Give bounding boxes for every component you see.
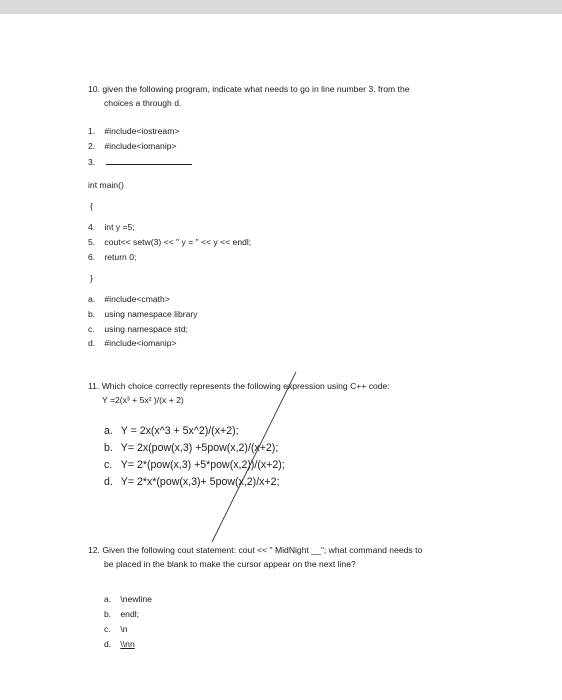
line-number: 3. bbox=[88, 157, 96, 167]
line-number: 5. bbox=[88, 237, 96, 247]
q10-line-1: 10. given the following program, indicate what needs to go in line number 3. from the bbox=[88, 84, 410, 94]
q11-line-1: 11. Which choice correctly represents the following expression using C++ code: bbox=[88, 381, 390, 391]
q10-choice-c bbox=[88, 324, 188, 335]
choice-text: Y = 2x(x^3 + 5x^2)/(x+2); bbox=[120, 425, 239, 437]
choice-text: Y= 2*x*(pow(x,3)+ 5pow(x,2)/x+2; bbox=[120, 476, 280, 488]
q10-choice-d bbox=[88, 338, 177, 349]
choice-text: \newline bbox=[120, 594, 152, 604]
code-text: cout<< setw(3) << " y = " << y << endl; bbox=[104, 237, 252, 247]
choice-letter: c. bbox=[104, 624, 111, 634]
choice-letter: a. bbox=[88, 294, 96, 304]
choice-text: Y= 2x(pow(x,3) +5pow(x,2)/(x+2); bbox=[120, 442, 279, 454]
choice-letter: d. bbox=[104, 639, 112, 649]
close-brace: } bbox=[90, 273, 93, 283]
choice-text: using namespace std; bbox=[104, 324, 188, 334]
q10-line-2: choices a through d. bbox=[104, 98, 182, 108]
q10-choice-b bbox=[88, 309, 198, 320]
code-line-1 bbox=[88, 126, 179, 137]
q11-choice-a bbox=[104, 425, 239, 438]
choice-letter: b. bbox=[104, 442, 113, 454]
answer-blank bbox=[106, 156, 192, 165]
choice-letter: d. bbox=[104, 476, 113, 488]
code-line-3 bbox=[88, 156, 192, 168]
choice-letter: c. bbox=[88, 324, 95, 334]
line-number: 4. bbox=[88, 222, 96, 232]
q12-choice-b bbox=[104, 609, 139, 620]
code-line-6 bbox=[88, 252, 136, 263]
q12-line-2: be placed in the blank to make the cursor appear on the next line? bbox=[104, 559, 356, 569]
q11-expression: Y =2(x³ + 5x² )/(x + 2) bbox=[102, 395, 184, 405]
code-text: return 0; bbox=[104, 252, 137, 262]
q12-line-1: 12. Given the following cout statement: cout << " MidNight __"; what command needs to bbox=[88, 545, 423, 555]
choice-letter: d. bbox=[88, 338, 96, 348]
choice-text: Y= 2*(pow(x,3) +5*pow(x,2))/(x+2); bbox=[120, 459, 285, 471]
main-signature: int main() bbox=[88, 180, 124, 190]
q11-choice-b bbox=[104, 442, 278, 455]
code-text: #include<iomanip> bbox=[104, 141, 177, 151]
q11-choice-c bbox=[104, 459, 285, 472]
choice-text: \\nn bbox=[120, 639, 135, 649]
code-line-5 bbox=[88, 237, 251, 248]
line-number: 1. bbox=[88, 126, 96, 136]
choice-text: #include<cmath> bbox=[104, 294, 170, 304]
choice-text: endl; bbox=[120, 609, 140, 619]
q11-choice-d bbox=[104, 476, 279, 489]
choice-letter: a. bbox=[104, 594, 112, 604]
code-line-2 bbox=[88, 141, 177, 152]
q12-choice-c bbox=[104, 624, 128, 635]
choice-text: \n bbox=[120, 624, 128, 634]
choice-text: #include<iomanip> bbox=[104, 338, 177, 348]
code-text: int y =5; bbox=[104, 222, 135, 232]
pen-stroke-line bbox=[212, 372, 296, 542]
code-text: #include<iostream> bbox=[104, 126, 180, 136]
top-bar bbox=[0, 0, 562, 14]
line-number: 2. bbox=[88, 141, 96, 151]
q12-choice-a bbox=[104, 594, 152, 605]
choice-letter: b. bbox=[104, 609, 112, 619]
open-brace: { bbox=[90, 201, 93, 211]
choice-letter: a. bbox=[104, 425, 113, 437]
choice-text: using namespace library bbox=[104, 309, 198, 319]
q12-choice-d bbox=[104, 639, 135, 650]
choice-letter: b. bbox=[88, 309, 96, 319]
code-line-4 bbox=[88, 222, 135, 233]
choice-letter: c. bbox=[104, 459, 113, 471]
line-number: 6. bbox=[88, 252, 96, 262]
q10-choice-a bbox=[88, 294, 170, 305]
